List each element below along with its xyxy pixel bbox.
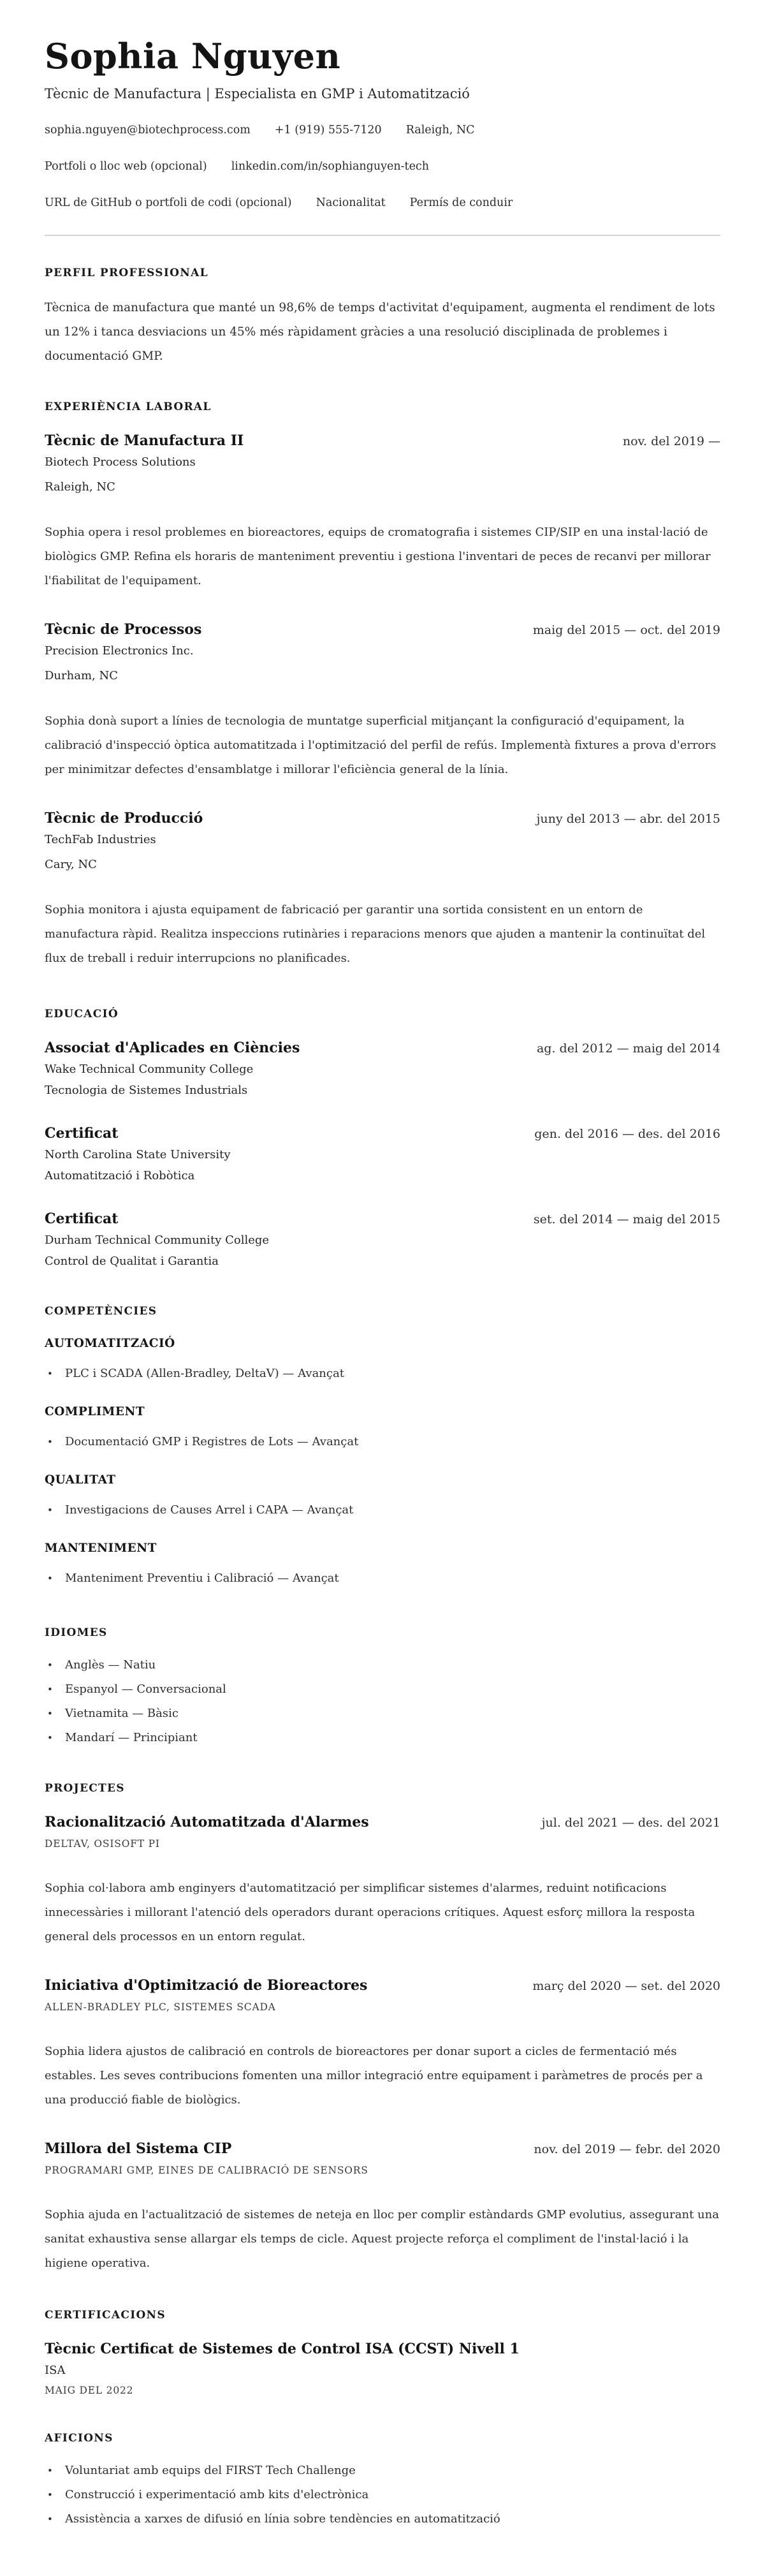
project-entry xyxy=(45,2140,720,2276)
education-header xyxy=(45,1211,720,1227)
project-entry xyxy=(45,1814,720,1949)
bullet-icon xyxy=(47,1362,53,1386)
skill-item xyxy=(45,1498,720,1522)
job-description: Sophia donà suport a línies de tecnologia de muntatge superficial mitjançant la configuració d'equipament, la calibració d'inspecció òptica automatitzada i l'optimització del perfil de refús. Implementà fixtures a prova d'errors per minimitzar defectes d'ensamblatge i millorar l'eficiència general de la línia. xyxy=(45,714,717,776)
bullet-icon xyxy=(47,2507,53,2531)
job-entry xyxy=(45,432,720,593)
contact-row-1 xyxy=(45,122,720,138)
hobby-item-label: Voluntariat amb equips del FIRST Tech Challenge xyxy=(65,2463,356,2477)
project-header xyxy=(45,1977,720,1994)
education-dates: gen. del 2016 — des. del 2016 xyxy=(534,1126,720,1141)
project-description: Sophia ajuda en l'actualització de sistemes de neteja en lloc per complir estàndards GMP evolutius, assegurant una sanitat exhaustiva sense allargar els temps de cicle. Aquest projecte reforça el compliment de l'instal·lació i la higiene operativa. xyxy=(45,2207,719,2270)
section-languages xyxy=(45,1626,720,1750)
skill-group xyxy=(45,1337,720,1386)
hobby-item-label: Assistència a xarxes de difusió en línia sobre tendències en automatització xyxy=(65,2512,500,2526)
degree-title: Certificat xyxy=(45,1124,119,1142)
contact-nationality-placeholder: Nacionalitat xyxy=(316,196,386,209)
hobby-item xyxy=(45,2459,720,2483)
job-header xyxy=(45,621,720,638)
section-projects xyxy=(45,1782,720,2276)
bullet-icon xyxy=(47,1430,53,1454)
project-dates: març del 2020 — set. del 2020 xyxy=(532,1978,720,1993)
section-profile xyxy=(45,267,720,369)
hobby-item xyxy=(45,2507,720,2531)
section-heading-hobbies: AFICIONS xyxy=(45,2431,113,2445)
project-header xyxy=(45,2140,720,2157)
candidate-headline: Tècnic de Manufactura | Especialista en GMP i Automatització xyxy=(45,85,470,101)
project-header xyxy=(45,1814,720,1830)
section-heading-certifications: CERTIFICACIONS xyxy=(45,2308,166,2322)
skill-item xyxy=(45,1430,720,1454)
section-hobbies xyxy=(45,2432,720,2531)
education-header xyxy=(45,1040,720,1056)
project-description: Sophia lidera ajustos de calibració en controls de bioreactores per donar suport a cicles de fermentació més estables. Les seves contribucions fomenten una millor integració entre equipament i paràmetres de procés per a una producció fiable de biològics. xyxy=(45,2044,703,2107)
language-item-label: Espanyol — Conversacional xyxy=(65,1682,226,1696)
hobby-item xyxy=(45,2483,720,2507)
project-title: Millora del Sistema CIP xyxy=(45,2140,232,2157)
contact-driving-license-placeholder: Permís de conduir xyxy=(409,196,513,209)
skill-category-heading: MANTENIMENT xyxy=(45,1541,157,1555)
section-heading-profile: PERFIL PROFESSIONAL xyxy=(45,266,208,279)
field-of-study: Tecnologia de Sistemes Industrials xyxy=(45,1083,248,1097)
job-description: Sophia opera i resol problemes en bioreactores, equips de cromatografia i sistemes CIP/SIP en una instal·lació de biològics GMP. Refina els horaris de manteniment preventiu i gestiona l'inventari de peces de recanvi per millorar l'fiabilitat de l'equipament. xyxy=(45,525,711,587)
candidate-name: Sophia Nguyen xyxy=(45,36,341,77)
contact-portfolio-placeholder: Portfoli o lloc web (opcional) xyxy=(45,159,207,173)
job-title: Tècnic de Manufactura II xyxy=(45,432,244,449)
language-item xyxy=(45,1677,720,1702)
job-location: Durham, NC xyxy=(45,668,118,682)
job-entry xyxy=(45,621,720,782)
skill-group xyxy=(45,1542,720,1591)
section-heading-education: EDUCACIÓ xyxy=(45,1007,119,1020)
job-company: Precision Electronics Inc. xyxy=(45,644,194,658)
contact-row-3 xyxy=(45,195,720,210)
bullet-icon xyxy=(47,1653,53,1677)
education-dates: set. del 2014 — maig del 2015 xyxy=(533,1212,720,1226)
section-certifications xyxy=(45,2309,720,2396)
skill-item-label: PLC i SCADA (Allen-Bradley, DeltaV) — Avançat xyxy=(65,1366,344,1380)
contact-row-2 xyxy=(45,159,720,174)
skill-category-heading: COMPLIMENT xyxy=(45,1404,145,1418)
certification-entry xyxy=(45,2341,720,2396)
certification-date: MAIG DEL 2022 xyxy=(45,2384,134,2396)
skill-item-label: Documentació GMP i Registres de Lots — Avançat xyxy=(65,1434,359,1448)
education-header xyxy=(45,1125,720,1142)
language-item xyxy=(45,1726,720,1750)
section-heading-skills: COMPETÈNCIES xyxy=(45,1304,157,1318)
job-location: Cary, NC xyxy=(45,857,97,871)
school-name: Durham Technical Community College xyxy=(45,1233,270,1247)
bullet-icon xyxy=(47,1566,53,1591)
language-list xyxy=(45,1653,720,1750)
profile-summary: Tècnica de manufactura que manté un 98,6% de temps d'activitat d'equipament, augmenta el rendiment de lots un 12% i tanca desviacions un 45% més ràpidament gràcies a una resolució disciplinada de problemes i documentació GMP. xyxy=(45,300,715,363)
bullet-icon xyxy=(47,2483,53,2507)
job-entry xyxy=(45,810,720,971)
section-education xyxy=(45,1008,720,1268)
skill-list xyxy=(45,1362,720,1386)
project-description: Sophia col·labora amb enginyers d'automatització per simplificar sistemes d'alarmes, reduint notificacions innecessàries i millorant l'atenció dels operadors durant operacions crítiques. Aquest esforç millora la resposta general dels processos en un entorn regulat. xyxy=(45,1881,696,1943)
contact-linkedin: linkedin.com/in/sophianguyen-tech xyxy=(231,159,430,173)
job-company: Biotech Process Solutions xyxy=(45,455,196,469)
skill-item-label: Investigacions de Causes Arrel i CAPA — Avançat xyxy=(65,1503,354,1517)
hobby-list xyxy=(45,2459,720,2531)
education-entry xyxy=(45,1211,720,1268)
hobby-item-label: Construcció i experimentació amb kits d'electrònica xyxy=(65,2487,369,2501)
skill-group xyxy=(45,1473,720,1522)
certification-title: Tècnic Certificat de Sistemes de Control ISA (CCST) Nivell 1 xyxy=(45,2340,520,2357)
bullet-icon xyxy=(47,1702,53,1726)
skill-item xyxy=(45,1362,720,1386)
skill-list xyxy=(45,1566,720,1591)
language-item-label: Vietnamita — Bàsic xyxy=(65,1706,178,1720)
language-item xyxy=(45,1653,720,1677)
job-description: Sophia monitora i ajusta equipament de fabricació per garantir una sortida consistent en un entorn de manufactura ràpid. Realitza inspeccions rutinàries i reparacions menors que ajuden a mantenir la continuïtat del flux de treball i reduir interrupcions no planificades. xyxy=(45,902,706,965)
project-dates: jul. del 2021 — des. del 2021 xyxy=(541,1815,720,1830)
contact-phone: +1 (919) 555-7120 xyxy=(274,123,382,136)
skill-category-heading: QUALITAT xyxy=(45,1473,116,1487)
project-title: Iniciativa d'Optimització de Bioreactores xyxy=(45,1976,368,1994)
contact-location: Raleigh, NC xyxy=(405,123,475,136)
language-item xyxy=(45,1702,720,1726)
skill-item-label: Manteniment Preventiu i Calibració — Avançat xyxy=(65,1571,339,1585)
certification-issuer: ISA xyxy=(45,2363,66,2377)
resume-header xyxy=(45,36,720,236)
language-item-label: Mandarí — Principiant xyxy=(65,1730,198,1744)
education-entry xyxy=(45,1040,720,1097)
school-name: Wake Technical Community College xyxy=(45,1062,254,1076)
skill-item xyxy=(45,1566,720,1591)
section-experience xyxy=(45,401,720,971)
contact-email: sophia.nguyen@biotechprocess.com xyxy=(45,123,251,136)
project-dates: nov. del 2019 — febr. del 2020 xyxy=(534,2142,720,2156)
field-of-study: Automatització i Robòtica xyxy=(45,1168,195,1182)
contact-github-placeholder: URL de GitHub o portfoli de codi (opcional) xyxy=(45,196,292,209)
degree-title: Certificat xyxy=(45,1210,119,1227)
education-entry xyxy=(45,1125,720,1182)
skill-list xyxy=(45,1498,720,1522)
skill-list xyxy=(45,1430,720,1454)
project-tools: PROGRAMARI GMP, EINES DE CALIBRACIÓ DE SENSORS xyxy=(45,2164,368,2176)
job-header xyxy=(45,432,720,449)
bullet-icon xyxy=(47,1498,53,1522)
job-location: Raleigh, NC xyxy=(45,480,115,494)
field-of-study: Control de Qualitat i Garantia xyxy=(45,1254,219,1268)
project-entry xyxy=(45,1977,720,2112)
skill-group xyxy=(45,1405,720,1454)
job-company: TechFab Industries xyxy=(45,832,156,846)
project-title: Racionalització Automatitzada d'Alarmes xyxy=(45,1813,369,1830)
project-tools: ALLEN-BRADLEY PLC, SISTEMES SCADA xyxy=(45,2001,276,2013)
job-dates: juny del 2013 — abr. del 2015 xyxy=(536,811,720,826)
section-heading-projects: PROJECTES xyxy=(45,1781,125,1795)
bullet-icon xyxy=(47,2459,53,2483)
job-title: Tècnic de Processos xyxy=(45,621,202,638)
language-item-label: Anglès — Natiu xyxy=(65,1658,156,1672)
school-name: North Carolina State University xyxy=(45,1147,231,1161)
section-heading-experience: EXPERIÈNCIA LABORAL xyxy=(45,400,212,413)
degree-title: Associat d'Aplicades en Ciències xyxy=(45,1039,300,1056)
project-tools: DELTAV, OSISOFT PI xyxy=(45,1837,160,1850)
bullet-icon xyxy=(47,1677,53,1702)
job-dates: nov. del 2019 — xyxy=(622,434,720,448)
job-header xyxy=(45,810,720,827)
skill-category-heading: AUTOMATITZACIÓ xyxy=(45,1336,175,1350)
job-title: Tècnic de Producció xyxy=(45,809,203,827)
education-dates: ag. del 2012 — maig del 2014 xyxy=(536,1041,720,1056)
bullet-icon xyxy=(47,1726,53,1750)
job-dates: maig del 2015 — oct. del 2019 xyxy=(532,622,720,637)
certification-header xyxy=(45,2341,720,2357)
header-divider xyxy=(45,235,720,236)
section-skills xyxy=(45,1305,720,1591)
section-heading-languages: IDIOMES xyxy=(45,1626,108,1639)
